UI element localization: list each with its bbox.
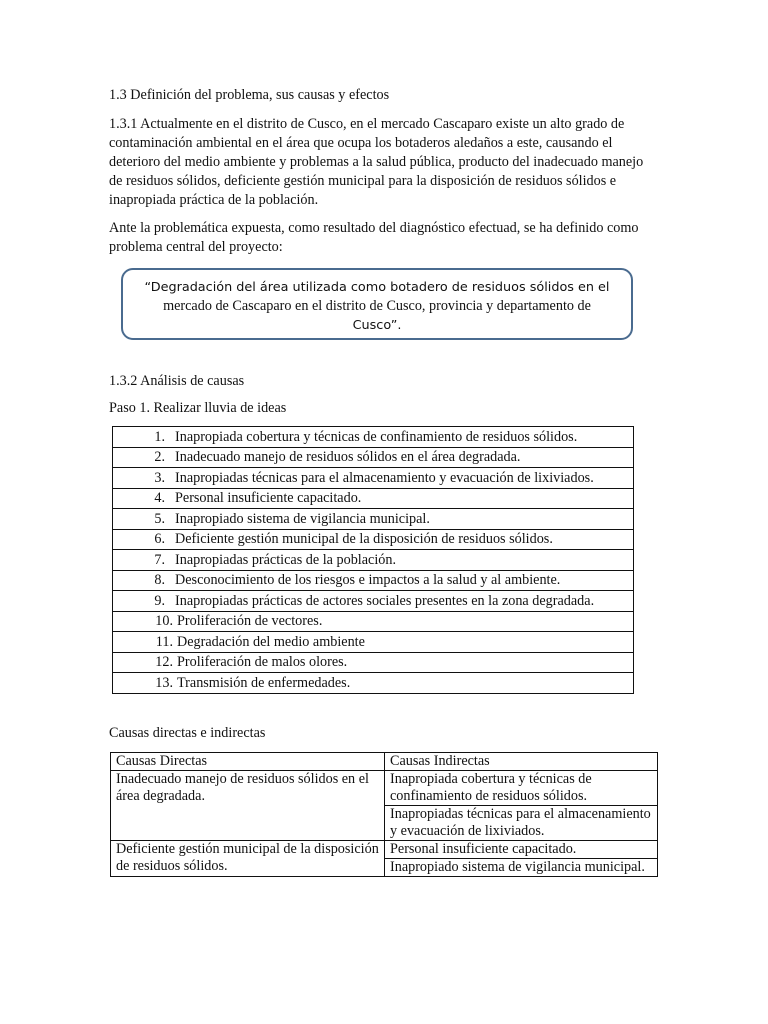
idea-number: 1. <box>154 428 165 445</box>
idea-cell <box>113 591 634 612</box>
paragraph-problem-intro: Ante la problemática expuesta, como resultado del diagnóstico efectuad, se ha definido como problema central del proyecto: <box>109 220 639 255</box>
idea-text: Proliferación de malos olores. <box>177 654 348 671</box>
causa-indirecta-2b: Inapropiado sistema de vigilancia municipal. <box>385 859 658 877</box>
table-row <box>113 447 634 468</box>
table-row <box>113 509 634 530</box>
idea-text: Transmisión de enfermedades. <box>177 674 351 691</box>
central-problem-box <box>121 268 633 340</box>
table-row <box>113 673 634 694</box>
table-row <box>113 632 634 653</box>
causas-heading: Causas directas e indirectas <box>109 725 266 741</box>
idea-text: Inapropiadas prácticas de la población. <box>175 551 396 568</box>
idea-text: Inapropiadas prácticas de actores sociales presentes en la zona degradada. <box>175 592 595 609</box>
quote-line-2: mercado de Cascaparo en el distrito de Cusco, provincia y departamento de <box>163 298 591 314</box>
idea-cell <box>113 673 634 694</box>
idea-cell <box>113 611 634 632</box>
header-indirectas: Causas Indirectas <box>385 753 658 771</box>
idea-cell <box>113 427 634 448</box>
idea-cell <box>113 447 634 468</box>
causa-indirecta-2a: Personal insuficiente capacitado. <box>385 841 658 859</box>
idea-text: Degradación del medio ambiente <box>177 633 365 650</box>
idea-text: Deficiente gestión municipal de la disposición de residuos sólidos. <box>175 531 553 548</box>
table-row <box>113 529 634 550</box>
idea-number: 7. <box>154 551 165 568</box>
quote-line-1: “Degradación del área utilizada como botadero de residuos sólidos en el <box>144 280 610 295</box>
document-body <box>109 86 657 257</box>
idea-number: 12. <box>155 654 173 671</box>
ideas-table <box>112 426 634 694</box>
idea-number: 5. <box>154 510 165 527</box>
idea-cell <box>113 652 634 673</box>
table-row <box>111 771 658 806</box>
table-row <box>113 468 634 489</box>
idea-cell <box>113 529 634 550</box>
idea-number: 13. <box>155 674 173 691</box>
idea-text: Personal insuficiente capacitado. <box>175 490 362 507</box>
idea-number: 9. <box>154 592 165 609</box>
subsection-heading: 1.3.2 Análisis de causas <box>109 373 245 389</box>
causa-directa-1: Inadecuado manejo de residuos sólidos en el área degradada. <box>111 771 385 841</box>
idea-number: 8. <box>154 572 165 589</box>
idea-cell <box>113 468 634 489</box>
idea-cell <box>113 550 634 571</box>
idea-text: Inapropiada cobertura y técnicas de confinamiento de residuos sólidos. <box>175 428 578 445</box>
idea-text: Desconocimiento de los riesgos e impactos a la salud y al ambiente. <box>175 572 561 589</box>
causa-indirecta-1b: Inapropiadas técnicas para el almacenamiento y evacuación de lixiviados. <box>385 806 658 841</box>
table-row <box>113 427 634 448</box>
idea-number: 4. <box>154 490 165 507</box>
idea-number: 2. <box>154 449 165 466</box>
idea-text: Inapropiado sistema de vigilancia municipal. <box>175 510 430 527</box>
idea-cell <box>113 509 634 530</box>
table-row <box>111 841 658 859</box>
causas-table <box>110 752 658 877</box>
idea-number: 6. <box>154 531 165 548</box>
causa-directa-2: Deficiente gestión municipal de la disposición de residuos sólidos. <box>111 841 385 877</box>
idea-cell <box>113 570 634 591</box>
table-row <box>113 652 634 673</box>
table-header-row <box>111 753 658 771</box>
step-heading: Paso 1. Realizar lluvia de ideas <box>109 400 287 416</box>
idea-cell <box>113 632 634 653</box>
quote-line-3: Cusco”. <box>352 318 402 333</box>
header-directas: Causas Directas <box>111 753 385 771</box>
idea-number: 11. <box>155 633 173 650</box>
idea-text: Proliferación de vectores. <box>177 613 323 630</box>
idea-text: Inapropiadas técnicas para el almacenamiento y evacuación de lixiviados. <box>175 469 594 486</box>
idea-number: 3. <box>154 469 165 486</box>
causa-indirecta-1a: Inapropiada cobertura y técnicas de confinamiento de residuos sólidos. <box>385 771 658 806</box>
table-row <box>113 611 634 632</box>
idea-cell <box>113 488 634 509</box>
idea-number: 10. <box>155 613 173 630</box>
table-row <box>113 488 634 509</box>
idea-text: Inadecuado manejo de residuos sólidos en el área degradada. <box>175 449 521 466</box>
table-row <box>113 550 634 571</box>
section-heading: 1.3 Definición del problema, sus causas y efectos <box>109 87 390 103</box>
table-row <box>113 570 634 591</box>
table-row <box>113 591 634 612</box>
paragraph-context: 1.3.1 Actualmente en el distrito de Cusco, en el mercado Cascaparo existe un alto grado de contaminación ambiental en el área que ocupa los botaderos aledaños a este, causando el deterioro del medio ambiente y problemas a la salud pública, producto del inadecuado manejo de residuos sólidos, deficiente gestión municipal para la disposición de residuos sólidos e inapropiada práctica de la población. <box>109 116 644 208</box>
